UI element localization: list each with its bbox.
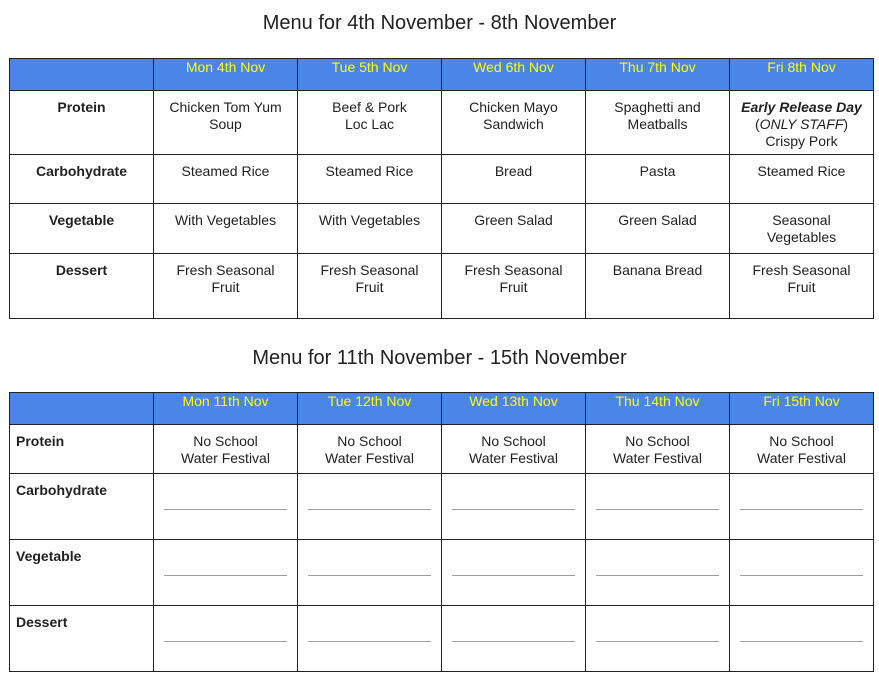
blank-entry-cell: [298, 606, 442, 672]
blank-entry-cell: [154, 474, 298, 540]
week2-vegetable-row: [10, 540, 874, 606]
menu-cell: [298, 155, 442, 204]
menu-cell-line: Soup: [209, 116, 242, 132]
blank-entry-line: [740, 575, 863, 576]
row-label-carbohydrate: Carbohydrate: [10, 474, 154, 540]
menu-cell: [298, 254, 442, 319]
week2-day-header: Tue 12th Nov: [298, 393, 442, 425]
week1-protein-row: [10, 91, 874, 155]
week1-header-row: [10, 59, 874, 91]
menu-cell: [730, 254, 874, 319]
menu-cell-line: No School: [481, 433, 546, 449]
blank-entry-cell: [298, 474, 442, 540]
blank-entry-cell: [442, 540, 586, 606]
menu-cell-line: Chicken Tom Yum: [169, 99, 282, 115]
menu-cell: [442, 425, 586, 474]
menu-cell: [586, 155, 730, 204]
menu-cell: [730, 425, 874, 474]
blank-entry-cell: [442, 474, 586, 540]
blank-entry-line: [452, 575, 575, 576]
menu-cell: [442, 204, 586, 254]
menu-cell-line: Steamed Rice: [181, 163, 270, 179]
paren-open: (: [754, 116, 760, 132]
menu-cell: [298, 91, 442, 155]
blank-entry-line: [164, 509, 287, 510]
menu-cell-line: Spaghetti and: [614, 99, 701, 115]
week1-header-corner: [10, 59, 154, 91]
blank-entry-cell: [298, 540, 442, 606]
menu-cell-line: Water Festival: [757, 450, 846, 466]
menu-cell: [298, 204, 442, 254]
blank-entry-cell: [586, 606, 730, 672]
menu-cell: [586, 91, 730, 155]
menu-cell: [442, 91, 586, 155]
week1-dessert-row: [10, 254, 874, 319]
blank-entry-cell: [730, 606, 874, 672]
blank-entry-cell: [154, 606, 298, 672]
menu-cell-line: Fruit: [787, 279, 816, 295]
blank-entry-line: [164, 641, 287, 642]
week2-header-row: [10, 393, 874, 425]
row-label-protein: Protein: [10, 425, 154, 474]
blank-entry-cell: [154, 540, 298, 606]
week2-day-header: Thu 14th Nov: [586, 393, 730, 425]
menu-cell-line: Bread: [494, 163, 533, 179]
menu-cell: [154, 425, 298, 474]
blank-entry-line: [308, 509, 431, 510]
menu-cell-line: Sandwich: [483, 116, 544, 132]
menu-cell-line: Loc Lac: [344, 116, 395, 132]
menu-cell-line: No School: [769, 433, 834, 449]
blank-entry-cell: [586, 540, 730, 606]
week1-day-header: Tue 5th Nov: [298, 59, 442, 91]
menu-cell: [442, 155, 586, 204]
menu-cell: [154, 91, 298, 155]
menu-cell: [586, 204, 730, 254]
menu-cell-line: Pasta: [639, 163, 676, 179]
week1-day-header: Mon 4th Nov: [154, 59, 298, 91]
menu-cell-line: Banana Bread: [612, 262, 703, 278]
menu-cell-line: Green Salad: [474, 212, 553, 228]
week2-day-header: Fri 15th Nov: [730, 393, 874, 425]
blank-entry-line: [164, 575, 287, 576]
menu-cell-line: Chicken Mayo: [469, 99, 558, 115]
week1-title: Menu for 4th November - 8th November: [262, 12, 617, 34]
staff-only-label: ONLY STAFF: [759, 116, 844, 132]
week1-carbohydrate-row: [10, 155, 874, 204]
blank-entry-line: [740, 509, 863, 510]
menu-cell: [154, 204, 298, 254]
week2-dessert-row: [10, 606, 874, 672]
menu-cell-line: Vegetables: [766, 229, 837, 245]
menu-cell-line: Green Salad: [618, 212, 697, 228]
menu-cell-line: Water Festival: [325, 450, 414, 466]
week2-day-header: Wed 13th Nov: [442, 393, 586, 425]
menu-cell: [586, 254, 730, 319]
menu-cell-line: Steamed Rice: [325, 163, 414, 179]
row-label-vegetable: Vegetable: [10, 204, 154, 254]
row-label-protein: Protein: [10, 91, 154, 155]
week2-menu-table: [9, 392, 874, 672]
blank-entry-line: [308, 575, 431, 576]
menu-cell-line: Fresh Seasonal: [320, 262, 419, 278]
menu-cell-friday: [730, 91, 874, 155]
blank-entry-line: [452, 641, 575, 642]
menu-cell-line: Fresh Seasonal: [464, 262, 563, 278]
menu-cell: [730, 204, 874, 254]
menu-cell-line: Beef & Pork: [332, 99, 407, 115]
week1-day-header: Wed 6th Nov: [442, 59, 586, 91]
menu-cell-line: Fresh Seasonal: [176, 262, 275, 278]
menu-cell: [154, 155, 298, 204]
week1-menu-table: [9, 58, 874, 319]
blank-entry-cell: [442, 606, 586, 672]
menu-cell-line: No School: [193, 433, 258, 449]
row-label-carbohydrate: Carbohydrate: [10, 155, 154, 204]
week1-day-header: Thu 7th Nov: [586, 59, 730, 91]
menu-cell-line: Water Festival: [613, 450, 702, 466]
menu-cell-line: Fruit: [211, 279, 240, 295]
menu-cell-line: Fruit: [499, 279, 528, 295]
row-label-dessert: Dessert: [10, 606, 154, 672]
menu-cell-line: With Vegetables: [174, 212, 277, 228]
week2-header-corner: [10, 393, 154, 425]
menu-cell-line: Steamed Rice: [757, 163, 846, 179]
week2-carbohydrate-row: [10, 474, 874, 540]
staff-note: [730, 116, 873, 133]
week1-day-header: Fri 8th Nov: [730, 59, 874, 91]
menu-cell-line: No School: [625, 433, 690, 449]
menu-cell-line: Fruit: [355, 279, 384, 295]
menu-cell: [586, 425, 730, 474]
menu-cell-line: Seasonal: [772, 212, 831, 228]
week1-vegetable-row: [10, 204, 874, 254]
blank-entry-line: [740, 641, 863, 642]
menu-cell-line: No School: [337, 433, 402, 449]
menu-cell: [442, 254, 586, 319]
blank-entry-line: [452, 509, 575, 510]
menu-cell-line: Fresh Seasonal: [752, 262, 851, 278]
menu-cell: [298, 425, 442, 474]
blank-entry-cell: [586, 474, 730, 540]
menu-cell-line: Water Festival: [469, 450, 558, 466]
week2-protein-row: [10, 425, 874, 474]
menu-cell-line: Meatballs: [627, 116, 688, 132]
menu-cell-line: Crispy Pork: [765, 133, 838, 149]
row-label-dessert: Dessert: [10, 254, 154, 319]
blank-entry-line: [596, 575, 719, 576]
blank-entry-line: [596, 509, 719, 510]
row-label-vegetable: Vegetable: [10, 540, 154, 606]
blank-entry-cell: [730, 540, 874, 606]
menu-cell: [730, 155, 874, 204]
blank-entry-cell: [730, 474, 874, 540]
blank-entry-line: [308, 641, 431, 642]
week2-title: Menu for 11th November - 15th November: [252, 347, 627, 369]
early-release-note: Early Release Day: [741, 99, 862, 115]
week2-day-header: Mon 11th Nov: [154, 393, 298, 425]
menu-cell: [154, 254, 298, 319]
paren-close: ): [843, 116, 849, 132]
menu-cell-line: Water Festival: [181, 450, 270, 466]
blank-entry-line: [596, 641, 719, 642]
menu-cell-line: With Vegetables: [318, 212, 421, 228]
